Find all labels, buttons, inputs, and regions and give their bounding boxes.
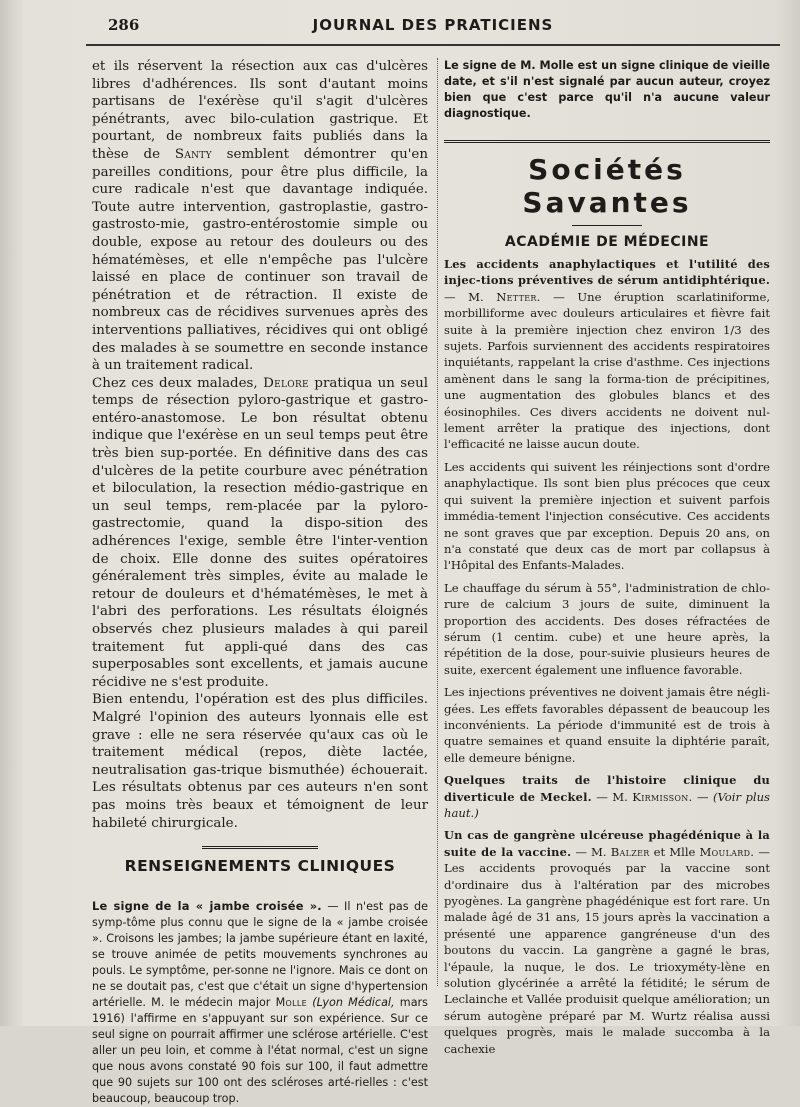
article-title: Un cas de gangrène ulcéreuse phagédénique à la suite de la vaccine. <box>444 828 770 859</box>
author-name: Balzer <box>610 844 650 859</box>
academy-heading: ACADÉMIE DE MÉDECINE <box>504 234 710 250</box>
author-name: Moulard. <box>699 844 755 859</box>
column-divider <box>437 58 438 986</box>
page-number: 286 <box>108 16 140 34</box>
cross-reference: — (Voir plus haut.) <box>444 789 771 820</box>
section-title-societes-savantes: Sociétés Savantes <box>522 153 692 219</box>
source-citation: (Lyon Médical, <box>312 996 395 1010</box>
journal-title: JOURNAL DES PRATICIENS <box>312 16 554 34</box>
article-title: Les accidents anaphylactiques et l'utilité des injec-tions préventives de sérum antidiphtérique. <box>444 257 770 288</box>
paragraph-text: mars 1916) l'affirme en s'appuyant sur son expérience. Sur ce seul signe on pourrait affirmer une sclérose artérielle. C'est aller un peu loin, et comme à l'état normal, c'est un signe que nous avons constaté 90 fois sur 100, il faut admettre que 90 sujets sur 100 ont des scléroses arté-rielles : c'est beaucoup, beaucoup trop. <box>92 996 428 1106</box>
paragraph-operation-difficulty: Bien entendu, l'opération est des plus difficiles. Malgré l'opinion des auteurs lyonnais elle est grave : elle ne sera réservée qu'aux cas où le traitement médical (repos, diète lactée, neutralisation gas-trique bismuthée) échouerait. Les résultats obtenus par ces auteurs n'en sont pas moins très beaux et témoignent de leur habileté chirurgicale. <box>92 692 428 831</box>
paragraph-text: — Les accidents provoqués par la vaccine sont d'ordinaire dus à l'altération par des microbes pyogènes. La gangrène phagédénique est fort rare. Un malade âgé de 31 ans, 15 jours après la vaccination a présenté une apparence gangréneuse d'un des boutons du vaccin. La gangrène a gagné le bras, l'épaule, la nuque, le dos. Le trioxyméty-lène en solution glycérinée a arrêté la fétidité; le sérum de Leclainche et Vallée produisit quelque amélioration; un sérum autogène préparé par M. Wurtz réalisa aussi quelques progrès, mais le malade succomba à la cachexie <box>444 844 770 1056</box>
author-conjunction: et Mlle <box>653 844 696 859</box>
paragraph-text: — Il n'est pas de symp-tôme plus connu que le signe de la « jambe croisée ». Croisons les jambes; la jambe supérieure étant en laxité, se trouve animée de petits mouvements synchrones au pouls. Le symptôme, per-sonne ne l'ignore. Mais ce dont on ne se doutait pas, c'est que c'était un signe d'hypertension artérielle. M. le médecin major <box>92 900 429 1010</box>
author-name: Netter. <box>496 289 541 304</box>
running-head <box>86 14 780 38</box>
paragraph-text: semblent démontrer qu'en pareilles conditions, pour être plus difficile, la cure radicale n'est que davantage indiquée. Toute autre intervention, gastroplastie, gastro-gastrosto-mie, gastro-entérostomie simple ou double, expose au retour des douleurs ou des hématémèses, et elle n'empêche pas l'ulcère laissé en place de continuer son travail de pénétration et de rétraction. Il existe de nombreux cas de récidives survenues après des interventions palliatives, récidives qui ont obligé des malades à se soumettre en seconde instance à un traitement radical. <box>92 146 428 374</box>
left-column <box>92 58 428 1107</box>
author-name: Delore <box>263 375 309 391</box>
section-rule <box>444 140 770 143</box>
author-prefix: — M. <box>444 289 484 304</box>
article-meckel <box>444 772 770 821</box>
paragraph-delore <box>92 375 428 692</box>
paragraph-serum-heating: Le chauffage du sérum à 55°, l'administration de chlo-rure de calcium 3 jours de suite, diminuent la proportion des accidents. Des doses réfractées de sérum (1 centim. cube) et une heure après, la répétition de la dose, pour-suivie plusieurs heures de suite, exercent également une influence favorable. <box>444 580 770 677</box>
paragraph-jambe-croisee <box>92 898 428 1107</box>
article-anaphylaxis <box>444 256 770 453</box>
paragraph-preventive-injections: Les injections préventives ne doivent jamais être négli-gées. Les effets favorables dépassent de beaucoup les inconvénients. La période d'immunité est de trois à quatre semaines et quand ensuite la diphtérie paraît, elle demeure bénigne. <box>444 685 770 765</box>
article-title: Le signe de la « jambe croisée ». <box>92 899 322 914</box>
paragraph-ulcer-resection <box>92 58 428 375</box>
paragraph-text: pratiqua un seul temps de résection pyloro-gastrique et gastro-entéro-anastomose. Le bon résultat obtenu indique que l'exérèse en un seul temps peut être très bien sup-portée. En définitive dans des cas d'ulcères de la petite courbure avec pénétration et biloculation, la resection médio-gastrique en un seul temps, rem-placée par la pyloro-gastrectomie, quand la dispo-sition des adhérences l'exige, semble être l'inter-vention de choix. Elle donne des suites opératoires généralement très simples, évite au malade le retour de douleurs et d'hématémèses, le met à l'abri des perforations. Les résultats éloignés observés chez plusieurs malades à qui pareil traitement fut appli-qué dans des cas superposables sont excellents, et jamais aucune récidive ne s'est produite. <box>92 375 428 690</box>
right-column <box>444 58 770 1057</box>
paragraph-molle-note: Le signe de M. Molle est un signe clinique de vieille date, et s'il n'est signalé par aucun auteur, croyez bien que c'est parce qu'il n'a aucune valeur diagnostique. <box>444 59 770 120</box>
paragraph-text: Chez ces deux malades, <box>92 375 258 391</box>
author-name: Molle <box>275 996 308 1010</box>
article-gangrene <box>444 827 770 1057</box>
author-prefix: — M. <box>596 789 628 804</box>
author-name: Kirmisson. <box>632 789 693 804</box>
author-prefix: — M. <box>575 844 607 859</box>
section-title-renseignements: RENSEIGNEMENTS CLINIQUES <box>124 857 396 876</box>
paragraph-text: — Une éruption scarlatiniforme, morbilliforme avec douleurs articulaires et fièvre fait suite à la première injection chez environ 1/3 des sujets. Parfois surviennent des accidents respiratoires inquiétants, rappelant la crise d'asthme. Ces injections amènent dans le sang la forma-tion de précipitines, une augmentation des globules blancs et des éosinophiles. Ces divers accidents ne doivent nul-lement arrêter la pratique des injections, dont l'efficacité ne laisse aucun doute. <box>444 289 771 452</box>
section-rule <box>202 846 318 849</box>
author-name: Santy <box>174 146 212 162</box>
paragraph-reinjections: Les accidents qui suivent les réinjections sont d'ordre anaphylactique. Ils sont bien plus précoces que ceux qui suivent la première injection et suivent parfois immédia-tement l'injection consécutive. Ces accidents ne sont graves que par exception. Depuis 20 ans, on n'a constaté que deux cas de mort par collapsus à l'Hôpital des Enfants-Malades. <box>444 459 770 573</box>
article-title: Quelques traits de l'histoire clinique du diverticule de Meckel. <box>444 773 770 804</box>
header-rule <box>86 44 780 46</box>
paragraph-text: et ils réservent la résection aux cas d'ulcères libres d'adhérences. Ils sont d'autant moins partisans de l'exérèse qu'il s'agit d'ulcères pénétrants, avec bilo-culation gastrique. Et pourtant, de nombreux faits publiés dans la thèse de <box>92 59 428 162</box>
title-underline <box>572 225 642 226</box>
